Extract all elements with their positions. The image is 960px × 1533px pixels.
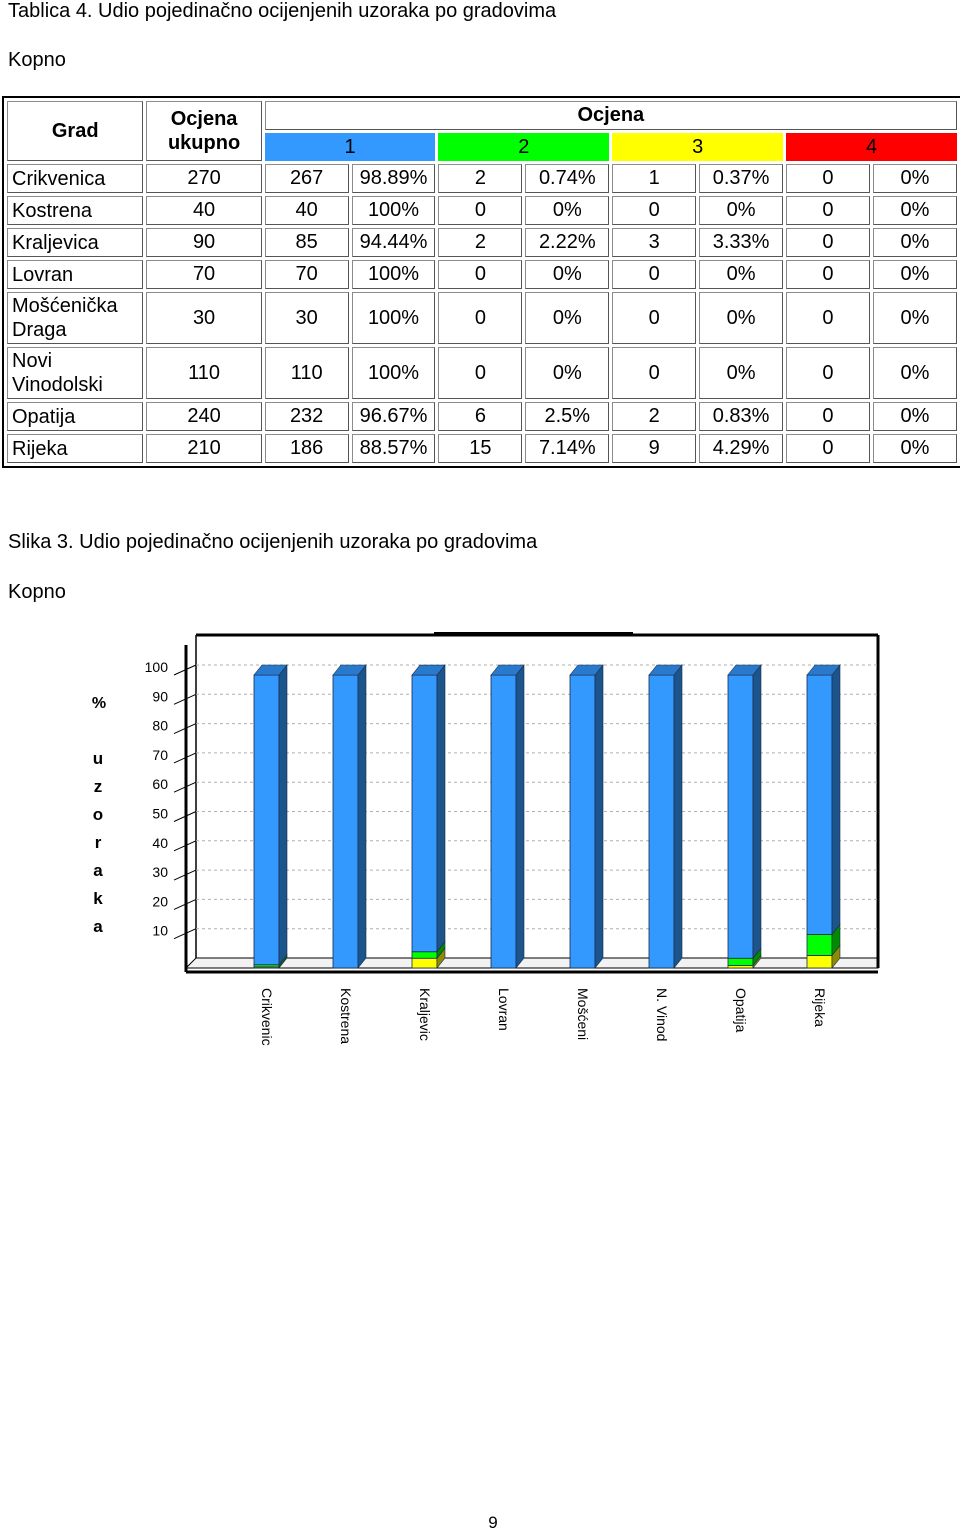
- cell-total: 30: [146, 292, 261, 344]
- bar-face: [254, 675, 279, 965]
- cell-total: 70: [146, 260, 261, 289]
- x-tick-label: Rijeka: [812, 988, 828, 1027]
- y-label-letter: o: [92, 805, 104, 824]
- cell-percent: 0%: [873, 292, 957, 344]
- bar-segment-1-8: [807, 665, 840, 935]
- cell-percent: 0%: [873, 434, 957, 463]
- y-label-letter: k: [93, 889, 103, 908]
- bar-face: [491, 675, 516, 968]
- bar-segment-1-3: [412, 665, 445, 952]
- cell-count: 0: [438, 196, 522, 225]
- grade-4-header: 4: [786, 133, 957, 161]
- cell-count: 2: [438, 164, 522, 193]
- y-tick-label: 20: [152, 893, 168, 910]
- cell-count: 0: [786, 164, 870, 193]
- cell-percent: 94.44%: [352, 228, 436, 257]
- table-row: [7, 196, 957, 225]
- cell-percent: 0%: [525, 196, 609, 225]
- cell-percent: 0%: [873, 228, 957, 257]
- y-label-percent: %: [91, 695, 107, 712]
- cell-percent: 96.67%: [352, 402, 436, 431]
- cell-percent: 0.37%: [699, 164, 783, 193]
- y-tick-label: 90: [152, 688, 168, 705]
- cell-percent: 0.83%: [699, 402, 783, 431]
- cell-percent: 100%: [352, 292, 436, 344]
- x-tick-label: Lovran: [496, 988, 512, 1031]
- cell-total: 210: [146, 434, 261, 463]
- bar-face: [333, 675, 358, 968]
- bar-side: [753, 665, 761, 958]
- cell-percent: 0%: [873, 402, 957, 431]
- cell-count: 9: [612, 434, 696, 463]
- cell-city: Kostrena: [7, 196, 143, 225]
- y-axis: [145, 659, 169, 939]
- cell-percent: 0%: [699, 196, 783, 225]
- cell-percent: 0%: [873, 164, 957, 193]
- bar-face: [807, 955, 832, 968]
- bar-face: [412, 958, 437, 968]
- header-city: Grad: [7, 101, 143, 161]
- cell-count: 267: [265, 164, 349, 193]
- cell-percent: 0%: [873, 347, 957, 399]
- cell-percent: 0%: [699, 347, 783, 399]
- table-row: [7, 260, 957, 289]
- x-tick-label: N. Vinod: [654, 988, 670, 1042]
- cell-total: 90: [146, 228, 261, 257]
- y-tick-label: 40: [152, 834, 168, 851]
- grade-2-header: 2: [438, 133, 609, 161]
- bar-face: [807, 675, 832, 935]
- y-tick-label: 10: [152, 922, 168, 939]
- cell-count: 186: [265, 434, 349, 463]
- header-grade: Ocjena: [265, 101, 957, 130]
- cell-count: 0: [786, 196, 870, 225]
- table-row: [7, 347, 957, 399]
- bar-side: [358, 665, 366, 968]
- cell-count: 232: [265, 402, 349, 431]
- y-label-letter: r: [94, 833, 102, 852]
- figure-caption: Slika 3. Udio pojedinačno ocijenjenih uzoraka po gradovima: [8, 531, 538, 553]
- y-tick-label: 60: [152, 776, 168, 793]
- x-axis-labels: [259, 988, 828, 1046]
- y-label-letter: z: [93, 777, 103, 796]
- bar-side: [595, 665, 603, 968]
- y-tick-label: 30: [152, 864, 168, 881]
- cell-city: Novi Vinodolski: [7, 347, 143, 399]
- cell-city: Mošćenička Draga: [7, 292, 143, 344]
- cell-percent: 100%: [352, 260, 436, 289]
- cell-count: 0: [612, 347, 696, 399]
- cell-count: 110: [265, 347, 349, 399]
- bar-face: [412, 952, 437, 959]
- cell-percent: 0%: [873, 260, 957, 289]
- results-table-container: [2, 96, 960, 468]
- bar-side: [279, 665, 287, 965]
- cell-count: 0: [786, 347, 870, 399]
- cell-count: 0: [786, 402, 870, 431]
- cell-count: 3: [612, 228, 696, 257]
- table-subtitle: Kopno: [8, 49, 66, 71]
- cell-count: 85: [265, 228, 349, 257]
- bar-face: [412, 675, 437, 952]
- results-table: [4, 98, 960, 466]
- cell-percent: 100%: [352, 347, 436, 399]
- chart-frame: [186, 633, 878, 972]
- bar-side: [516, 665, 524, 968]
- cell-count: 70: [265, 260, 349, 289]
- cell-count: 0: [786, 292, 870, 344]
- figure-subtitle: Kopno: [8, 581, 66, 603]
- cell-city: Kraljevica: [7, 228, 143, 257]
- bar-side: [437, 665, 445, 952]
- y-tick-label: 70: [152, 746, 168, 763]
- chart-floor: [186, 958, 878, 968]
- y-label-letter: u: [92, 749, 104, 768]
- cell-count: 0: [438, 347, 522, 399]
- page-number: 9: [488, 1513, 498, 1532]
- y-tick-label: 100: [144, 659, 168, 675]
- cell-count: 0: [612, 196, 696, 225]
- bar-segment-1-4: [491, 665, 524, 968]
- cell-percent: 2.5%: [525, 402, 609, 431]
- chart-bars: [254, 665, 840, 968]
- table-row: [7, 402, 957, 431]
- bar-segment-1-2: [333, 665, 366, 968]
- table-body: [7, 164, 957, 463]
- cell-city: Lovran: [7, 260, 143, 289]
- cell-percent: 98.89%: [352, 164, 436, 193]
- bar-segment-1-7: [728, 665, 761, 958]
- stacked-bar-chart: [0, 625, 960, 1065]
- y-tick-label: 80: [152, 717, 168, 734]
- bar-segment-1-1: [254, 665, 287, 965]
- cell-percent: 3.33%: [699, 228, 783, 257]
- bar-face: [807, 935, 832, 956]
- bar-segment-1-6: [649, 665, 682, 968]
- cell-percent: 100%: [352, 196, 436, 225]
- cell-count: 2: [612, 402, 696, 431]
- cell-count: 0: [786, 228, 870, 257]
- y-label-letter: a: [93, 917, 103, 936]
- table-row: [7, 164, 957, 193]
- cell-city: Rijeka: [7, 434, 143, 463]
- cell-percent: 88.57%: [352, 434, 436, 463]
- cell-count: 15: [438, 434, 522, 463]
- cell-count: 0: [438, 260, 522, 289]
- cell-total: 110: [146, 347, 261, 399]
- cell-percent: 0%: [525, 260, 609, 289]
- header-total: Ocjena ukupno: [146, 101, 261, 161]
- cell-count: 0: [786, 260, 870, 289]
- x-tick-label: Opatija: [733, 988, 749, 1033]
- table-row: [7, 292, 957, 344]
- x-tick-label: Kostrena: [338, 988, 354, 1045]
- cell-count: 0: [612, 260, 696, 289]
- cell-total: 40: [146, 196, 261, 225]
- y-tick-label: 50: [152, 805, 168, 822]
- cell-percent: 7.14%: [525, 434, 609, 463]
- x-tick-label: Kraljevic: [417, 988, 433, 1041]
- cell-count: 0: [612, 292, 696, 344]
- cell-count: 6: [438, 402, 522, 431]
- bar-face: [570, 675, 595, 968]
- cell-count: 30: [265, 292, 349, 344]
- cell-percent: 0%: [699, 292, 783, 344]
- table-row: [7, 228, 957, 257]
- bar-side: [832, 665, 840, 935]
- y-axis-label: [92, 695, 106, 936]
- grade-1-header: 1: [265, 133, 436, 161]
- bar-segment-1-5: [570, 665, 603, 968]
- table-row: [7, 434, 957, 463]
- cell-count: 40: [265, 196, 349, 225]
- x-tick-label: Crikvenic: [259, 988, 275, 1046]
- cell-percent: 0%: [525, 292, 609, 344]
- bar-side: [674, 665, 682, 968]
- bar-face: [728, 958, 753, 965]
- cell-percent: 0%: [873, 196, 957, 225]
- cell-percent: 0%: [525, 347, 609, 399]
- grade-3-header: 3: [612, 133, 783, 161]
- cell-total: 270: [146, 164, 261, 193]
- bar-face: [728, 675, 753, 958]
- cell-percent: 0.74%: [525, 164, 609, 193]
- y-label-letter: a: [93, 861, 103, 880]
- cell-city: Crikvenica: [7, 164, 143, 193]
- cell-count: 2: [438, 228, 522, 257]
- cell-count: 0: [786, 434, 870, 463]
- cell-total: 240: [146, 402, 261, 431]
- table-caption: Tablica 4. Udio pojedinačno ocijenjenih uzoraka po gradovima: [8, 0, 557, 22]
- cell-percent: 0%: [699, 260, 783, 289]
- bar-face: [649, 675, 674, 968]
- x-tick-label: Mošćeni: [575, 988, 591, 1041]
- cell-count: 1: [612, 164, 696, 193]
- cell-percent: 4.29%: [699, 434, 783, 463]
- cell-count: 0: [438, 292, 522, 344]
- cell-percent: 2.22%: [525, 228, 609, 257]
- cell-city: Opatija: [7, 402, 143, 431]
